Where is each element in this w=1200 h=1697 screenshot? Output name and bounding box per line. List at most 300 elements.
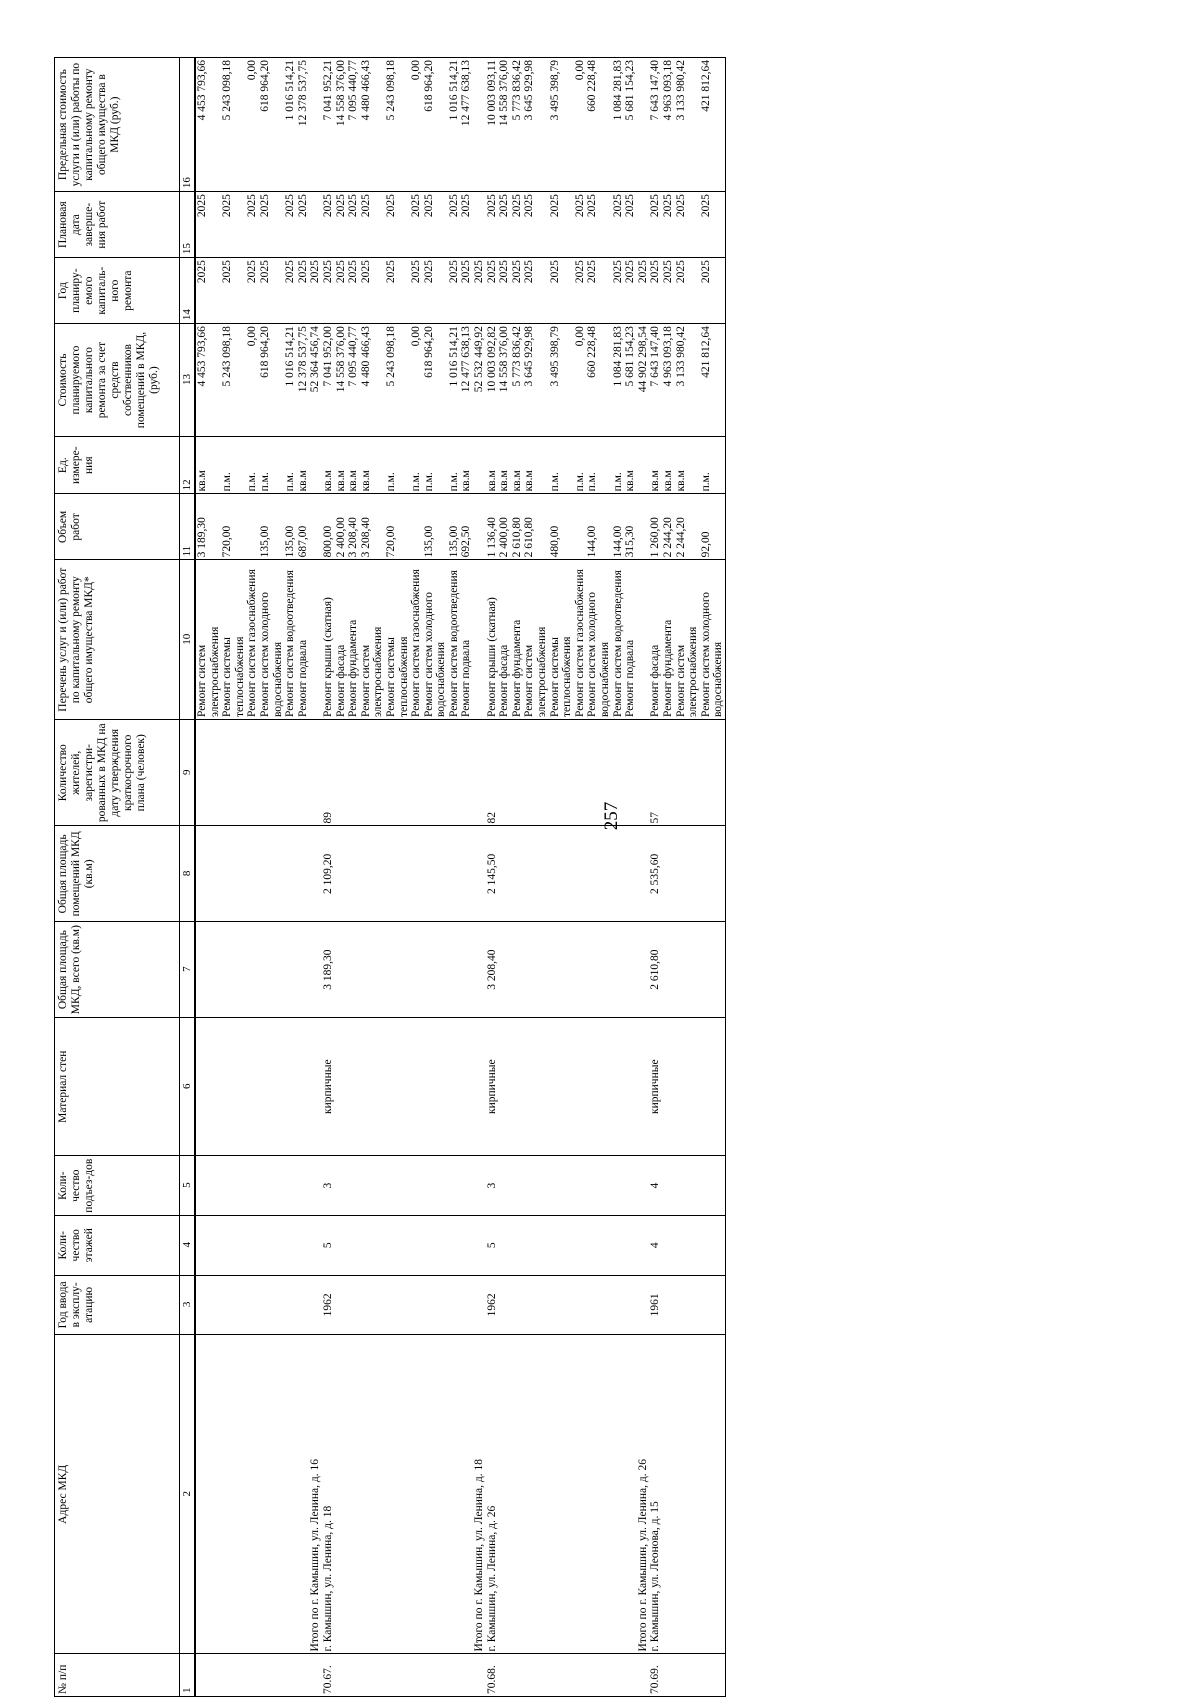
empty-cell	[423, 826, 448, 922]
empty-cell	[309, 1156, 322, 1216]
capital-repair-table	[54, 57, 726, 1697]
repair-year: 2025	[335, 258, 348, 324]
empty-cell	[284, 1156, 297, 1216]
work-unit: п.м.	[423, 436, 448, 493]
empty-cell	[410, 1335, 423, 1654]
empty-cell	[195, 1335, 221, 1654]
work-name: Ремонт подвала	[624, 560, 637, 720]
work-unit: кв.м	[486, 436, 499, 493]
empty-cell	[612, 720, 625, 826]
limit-cost: 12 477 638,13	[460, 58, 473, 192]
empty-cell	[221, 1275, 246, 1335]
col-number: 12	[180, 436, 196, 493]
table-row	[259, 58, 284, 1697]
work-name: Ремонт подвала	[460, 560, 473, 720]
empty-cell	[347, 720, 360, 826]
total-cost: 44 902 298,54	[637, 324, 650, 437]
total-cost: 52 364 456,74	[309, 324, 322, 437]
empty-cell	[423, 1335, 448, 1654]
empty-cell	[221, 826, 246, 922]
empty-cell	[347, 826, 360, 922]
empty-cell	[423, 1275, 448, 1335]
empty-cell	[637, 826, 650, 922]
empty-cell	[612, 1215, 625, 1275]
empty-cell	[259, 1275, 284, 1335]
limit-cost: 4 963 093,18	[662, 58, 675, 192]
empty-cell	[624, 1275, 637, 1335]
work-name: Ремонт фундамента	[662, 560, 675, 720]
empty-cell	[335, 1156, 348, 1216]
col-number: 13	[180, 324, 196, 437]
empty-cell	[624, 826, 637, 922]
empty-cell	[511, 826, 524, 922]
row-number: 70.68.	[486, 1654, 499, 1697]
empty-cell	[523, 720, 548, 826]
area-rooms: 2 145,50	[486, 826, 499, 922]
repair-year: 2025	[259, 258, 284, 324]
empty-cell	[675, 1215, 700, 1275]
empty-cell	[700, 922, 726, 1018]
repair-year: 2025	[460, 258, 473, 324]
due-year: 2025	[297, 192, 310, 258]
empty-cell	[523, 1275, 548, 1335]
due-year: 2025	[221, 192, 246, 258]
empty-cell	[473, 1275, 486, 1335]
work-name: Ремонт фундамента	[511, 560, 524, 720]
empty-cell	[335, 1654, 348, 1697]
work-unit: п.м.	[700, 436, 726, 493]
empty-cell	[460, 1156, 473, 1216]
empty-cell	[309, 192, 322, 258]
work-cost: 5 243 098,18	[221, 324, 246, 437]
table-row	[335, 58, 348, 1697]
table-row	[649, 58, 662, 1697]
empty-cell	[221, 1018, 246, 1156]
empty-cell	[309, 560, 322, 720]
empty-cell	[662, 1215, 675, 1275]
empty-cell	[309, 922, 322, 1018]
empty-cell	[637, 58, 650, 192]
year-built: 1962	[322, 1275, 335, 1335]
repair-year: 2025	[297, 258, 310, 324]
empty-cell	[523, 1018, 548, 1156]
empty-cell	[246, 1275, 259, 1335]
work-cost: 0,00	[574, 324, 587, 437]
work-name: Ремонт систем газоснабжения	[410, 560, 423, 720]
work-cost: 618 964,20	[259, 324, 284, 437]
work-cost: 14 558 376,00	[335, 324, 348, 437]
year-built: 1961	[649, 1275, 662, 1335]
empty-cell	[385, 1275, 410, 1335]
work-cost: 5 681 154,23	[624, 324, 637, 437]
work-name: Ремонт систем водоотведения	[612, 560, 625, 720]
area-total: 3 208,40	[486, 922, 499, 1018]
empty-cell	[410, 826, 423, 922]
col-number: 2	[180, 1335, 196, 1654]
col-header: Год ввода в эксплу-атацию	[55, 1275, 180, 1335]
work-volume: 2 400,00	[498, 494, 511, 560]
work-name: Ремонт систем холодного водоснабжения	[423, 560, 448, 720]
empty-cell	[473, 720, 486, 826]
work-cost: 4 480 466,43	[360, 324, 385, 437]
empty-cell	[246, 1215, 259, 1275]
work-volume: 2 400,00	[335, 494, 348, 560]
empty-cell	[498, 1654, 511, 1697]
empty-cell	[309, 1654, 322, 1697]
empty-cell	[385, 1335, 410, 1654]
table-row	[675, 58, 700, 1697]
empty-cell	[662, 922, 675, 1018]
empty-cell	[423, 1018, 448, 1156]
empty-cell	[612, 1018, 625, 1156]
area-total: 2 610,80	[649, 922, 662, 1018]
empty-cell	[473, 922, 486, 1018]
work-unit: кв.м	[360, 436, 385, 493]
limit-cost: 618 964,20	[259, 58, 284, 192]
wall-material: кирпичные	[322, 1018, 335, 1156]
work-cost: 7 041 952,00	[322, 324, 335, 437]
empty-cell	[675, 1654, 700, 1697]
due-year: 2025	[523, 192, 548, 258]
work-unit: п.м.	[586, 436, 611, 493]
floors: 4	[649, 1215, 662, 1275]
empty-cell	[586, 826, 611, 922]
repair-year: 2025	[423, 258, 448, 324]
limit-cost: 0,00	[246, 58, 259, 192]
empty-cell	[221, 1215, 246, 1275]
empty-cell	[612, 1275, 625, 1335]
empty-cell	[360, 1156, 385, 1216]
empty-cell	[549, 1275, 574, 1335]
empty-cell	[675, 1018, 700, 1156]
empty-cell	[473, 436, 486, 493]
work-name: Ремонт системы теплоснабжения	[549, 560, 574, 720]
empty-cell	[259, 1215, 284, 1275]
work-cost: 421 812,64	[700, 324, 726, 437]
empty-cell	[637, 1156, 650, 1216]
empty-cell	[195, 720, 221, 826]
empty-cell	[549, 1018, 574, 1156]
empty-cell	[360, 720, 385, 826]
work-volume: 144,00	[612, 494, 625, 560]
empty-cell	[448, 720, 461, 826]
work-name: Ремонт систем электроснабжения	[195, 560, 221, 720]
empty-cell	[700, 1156, 726, 1216]
empty-cell	[221, 922, 246, 1018]
empty-cell	[549, 1654, 574, 1697]
empty-cell	[195, 1156, 221, 1216]
work-unit: кв.м	[335, 436, 348, 493]
work-name: Ремонт подвала	[297, 560, 310, 720]
repair-year: 2025	[195, 258, 221, 324]
limit-cost: 3 495 398,79	[549, 58, 574, 192]
due-year: 2025	[347, 192, 360, 258]
table-row	[586, 58, 611, 1697]
repair-year: 2025	[221, 258, 246, 324]
work-cost: 12 477 638,13	[460, 324, 473, 437]
empty-cell	[624, 1215, 637, 1275]
work-unit: кв.м	[624, 436, 637, 493]
empty-cell	[410, 1654, 423, 1697]
due-year: 2025	[195, 192, 221, 258]
empty-cell	[624, 1156, 637, 1216]
work-unit: кв.м	[195, 436, 221, 493]
col-number: 4	[180, 1215, 196, 1275]
empty-cell	[637, 1215, 650, 1275]
work-volume: 2 244,20	[675, 494, 700, 560]
empty-cell	[612, 1335, 625, 1654]
empty-cell	[637, 494, 650, 560]
work-name: Ремонт систем водоотведения	[448, 560, 461, 720]
table-row	[498, 58, 511, 1697]
empty-cell	[700, 1215, 726, 1275]
empty-cell	[335, 922, 348, 1018]
work-unit: кв.м	[511, 436, 524, 493]
work-unit: п.м.	[574, 436, 587, 493]
col-number: 15	[180, 192, 196, 258]
due-year: 2025	[649, 192, 662, 258]
due-year: 2025	[284, 192, 297, 258]
table-row	[322, 58, 335, 1697]
empty-cell	[612, 1156, 625, 1216]
empty-cell	[221, 720, 246, 826]
empty-cell	[574, 1018, 587, 1156]
floors: 5	[486, 1215, 499, 1275]
empty-cell	[523, 1215, 548, 1275]
empty-cell	[347, 1335, 360, 1654]
work-volume	[246, 494, 259, 560]
work-volume: 135,00	[284, 494, 297, 560]
empty-cell	[297, 1275, 310, 1335]
work-cost: 1 016 514,21	[284, 324, 297, 437]
empty-cell	[195, 826, 221, 922]
table-row	[448, 58, 461, 1697]
empty-cell	[259, 720, 284, 826]
table-row	[523, 58, 548, 1697]
empty-cell	[498, 1156, 511, 1216]
empty-cell	[335, 720, 348, 826]
empty-cell	[360, 1018, 385, 1156]
table-row	[423, 58, 448, 1697]
work-volume: 1 260,00	[649, 494, 662, 560]
work-volume: 135,00	[448, 494, 461, 560]
empty-cell	[347, 1215, 360, 1275]
work-name: Ремонт систем холодного водоснабжения	[586, 560, 611, 720]
empty-cell	[284, 720, 297, 826]
due-year: 2025	[385, 192, 410, 258]
empty-cell	[498, 1275, 511, 1335]
empty-cell	[549, 1335, 574, 1654]
empty-cell	[423, 922, 448, 1018]
empty-cell	[498, 1215, 511, 1275]
empty-cell	[309, 1275, 322, 1335]
empty-cell	[675, 1156, 700, 1216]
empty-cell	[360, 1335, 385, 1654]
empty-cell	[624, 720, 637, 826]
table-row	[662, 58, 675, 1697]
repair-year: 2025	[649, 258, 662, 324]
empty-cell	[612, 1654, 625, 1697]
empty-cell	[637, 1018, 650, 1156]
empty-cell	[360, 1275, 385, 1335]
work-cost: 4 963 093,18	[662, 324, 675, 437]
empty-cell	[448, 1335, 461, 1654]
due-year: 2025	[700, 192, 726, 258]
empty-cell	[662, 1654, 675, 1697]
total-year: 2025	[309, 258, 322, 324]
empty-cell	[423, 1215, 448, 1275]
empty-cell	[246, 720, 259, 826]
empty-cell	[360, 826, 385, 922]
empty-cell	[335, 1275, 348, 1335]
empty-cell	[675, 720, 700, 826]
col-number: 11	[180, 494, 196, 560]
repair-year: 2025	[586, 258, 611, 324]
limit-cost: 3 133 980,42	[675, 58, 700, 192]
empty-cell	[347, 1654, 360, 1697]
work-unit: п.м.	[549, 436, 574, 493]
empty-cell	[347, 1275, 360, 1335]
empty-cell	[511, 1275, 524, 1335]
empty-cell	[221, 1156, 246, 1216]
repair-year: 2025	[700, 258, 726, 324]
empty-cell	[511, 720, 524, 826]
col-header: Предельная стоимость услуги и (или) работы по капитальному ремонту общего имущества в МКД (руб.)	[55, 58, 180, 192]
work-cost: 3 645 929,98	[523, 324, 548, 437]
empty-cell	[700, 1018, 726, 1156]
empty-cell	[675, 1335, 700, 1654]
empty-cell	[637, 560, 650, 720]
work-name: Ремонт системы теплоснабжения	[221, 560, 246, 720]
repair-year: 2025	[574, 258, 587, 324]
empty-cell	[586, 720, 611, 826]
empty-cell	[637, 1275, 650, 1335]
empty-cell	[309, 1215, 322, 1275]
work-name: Ремонт систем холодного водоснабжения	[259, 560, 284, 720]
col-number: 7	[180, 922, 196, 1018]
empty-cell	[662, 1156, 675, 1216]
empty-cell	[297, 1215, 310, 1275]
empty-cell	[259, 1654, 284, 1697]
area-rooms: 2 535,60	[649, 826, 662, 922]
repair-year: 2025	[498, 258, 511, 324]
limit-cost: 5 773 836,42	[511, 58, 524, 192]
col-number: 10	[180, 560, 196, 720]
empty-cell	[586, 1156, 611, 1216]
work-volume: 1 136,40	[486, 494, 499, 560]
col-number: 3	[180, 1275, 196, 1335]
empty-cell	[246, 1654, 259, 1697]
limit-cost: 14 558 376,00	[335, 58, 348, 192]
work-unit: кв.м	[649, 436, 662, 493]
column-number-row	[180, 58, 196, 1697]
limit-cost: 14 558 376,00	[498, 58, 511, 192]
empty-cell	[246, 826, 259, 922]
table-row	[549, 58, 574, 1697]
work-volume: 687,00	[297, 494, 310, 560]
work-cost: 618 964,20	[423, 324, 448, 437]
table-row	[221, 58, 246, 1697]
col-header: Адрес МКД	[55, 1335, 180, 1654]
limit-cost: 1 016 514,21	[284, 58, 297, 192]
empty-cell	[410, 1156, 423, 1216]
work-unit: кв.м	[498, 436, 511, 493]
empty-cell	[284, 1275, 297, 1335]
table-row	[612, 58, 625, 1697]
work-volume: 480,00	[549, 494, 574, 560]
empty-cell	[309, 826, 322, 922]
empty-cell	[246, 1335, 259, 1654]
empty-cell	[586, 1335, 611, 1654]
total-row	[309, 58, 322, 1697]
empty-cell	[385, 1215, 410, 1275]
empty-cell	[360, 922, 385, 1018]
table-row	[410, 58, 423, 1697]
work-volume: 2 610,80	[511, 494, 524, 560]
empty-cell	[221, 1335, 246, 1654]
work-name: Ремонт систем газоснабжения	[574, 560, 587, 720]
empty-cell	[511, 922, 524, 1018]
empty-cell	[574, 922, 587, 1018]
total-label: Итого по г. Камышин, ул. Ленина, д. 16	[309, 1335, 322, 1654]
empty-cell	[335, 826, 348, 922]
empty-cell	[410, 1275, 423, 1335]
empty-cell	[549, 1215, 574, 1275]
limit-cost: 5 243 098,18	[221, 58, 246, 192]
work-volume: 2 610,80	[523, 494, 548, 560]
empty-cell	[259, 1335, 284, 1654]
empty-cell	[297, 826, 310, 922]
work-unit: п.м.	[612, 436, 625, 493]
work-name: Ремонт фундамента	[347, 560, 360, 720]
work-volume: 720,00	[221, 494, 246, 560]
total-year: 2025	[473, 258, 486, 324]
address: г. Камышин, ул. Леонова, д. 15	[649, 1335, 662, 1654]
table-row	[385, 58, 410, 1697]
work-unit: п.м.	[221, 436, 246, 493]
work-unit: кв.м	[662, 436, 675, 493]
repair-year: 2025	[360, 258, 385, 324]
table-row	[284, 58, 297, 1697]
empty-cell	[360, 1215, 385, 1275]
work-unit: п.м.	[246, 436, 259, 493]
empty-cell	[460, 720, 473, 826]
empty-cell	[549, 826, 574, 922]
empty-cell	[195, 1215, 221, 1275]
col-header: Коли-чество этажей	[55, 1215, 180, 1275]
empty-cell	[700, 1654, 726, 1697]
col-header: Стоимость планируемого капитального ремонта за счет средств собственников помещений в МКД, (руб.)	[55, 324, 180, 437]
empty-cell	[259, 826, 284, 922]
work-volume	[410, 494, 423, 560]
repair-year: 2025	[612, 258, 625, 324]
table-row	[347, 58, 360, 1697]
empty-cell	[410, 1018, 423, 1156]
col-number: 5	[180, 1156, 196, 1216]
work-volume: 3 208,40	[360, 494, 385, 560]
col-header: Общая площадь помещений МКД (кв.м)	[55, 826, 180, 922]
wall-material: кирпичные	[486, 1018, 499, 1156]
limit-cost: 1 016 514,21	[448, 58, 461, 192]
due-year: 2025	[246, 192, 259, 258]
due-year: 2025	[360, 192, 385, 258]
empty-cell	[624, 1335, 637, 1654]
work-cost: 0,00	[246, 324, 259, 437]
limit-cost: 5 681 154,23	[624, 58, 637, 192]
empty-cell	[385, 1018, 410, 1156]
col-header: Объем работ	[55, 494, 180, 560]
empty-cell	[473, 192, 486, 258]
